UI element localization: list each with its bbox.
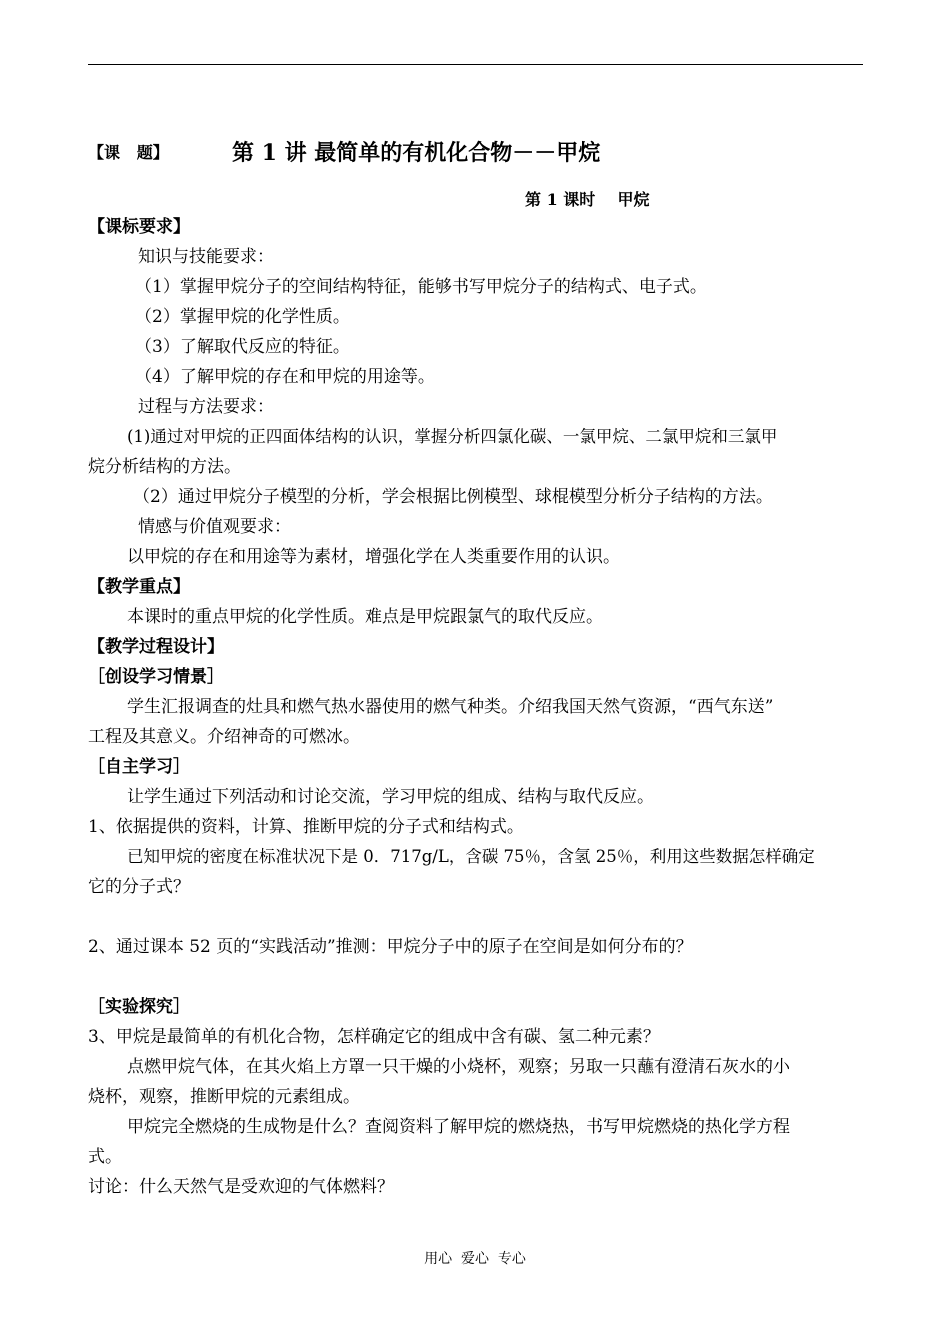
focus-text: 本课时的重点甲烷的化学性质。难点是甲烷跟氯气的取代反应。 <box>127 607 603 627</box>
process-item-line: 烷分析结构的方法。 <box>88 457 241 477</box>
knowledge-item: （1）掌握甲烷分子的空间结构特征，能够书写甲烷分子的结构式、电子式。 <box>135 277 707 297</box>
discussion-prompt: 讨论：什么天然气是受欢迎的气体燃料？ <box>88 1177 394 1197</box>
scenario-text-line: 工程及其意义。介绍神奇的可燃冰。 <box>88 727 360 747</box>
values-heading: 情感与价值观要求： <box>138 517 291 537</box>
focus-heading: 【教学重点】 <box>88 577 190 597</box>
knowledge-heading: 知识与技能要求： <box>138 247 274 267</box>
standards-heading: 【课标要求】 <box>88 217 190 237</box>
scenario-heading: ［创设学习情景］ <box>88 667 224 687</box>
self-study-intro: 让学生通过下列活动和讨论交流，学习甲烷的组成、结构与取代反应。 <box>127 787 654 807</box>
self-study-heading: ［自主学习］ <box>88 757 190 777</box>
question-3-detail-line: 点燃甲烷气体，在其火焰上方罩一只干燥的小烧杯，观察；另取一只蘸有澄清石灰水的小 <box>127 1057 790 1077</box>
page-footer: 用心 爱心 专心 <box>424 1251 526 1267</box>
process-heading: 过程与方法要求： <box>138 397 274 417</box>
header-rule <box>88 64 863 65</box>
scenario-text-line: 学生汇报调查的灶具和燃气热水器使用的燃气种类。介绍我国天然气资源，“西气东送” <box>127 697 774 717</box>
question-1: 1、依据提供的资料，计算、推断甲烷的分子式和结构式。 <box>88 817 524 837</box>
question-3-detail2-line: 甲烷完全燃烧的生成物是什么？查阅资料了解甲烷的燃烧热，书写甲烷燃烧的热化学方程 <box>127 1117 790 1137</box>
values-item: 以甲烷的存在和用途等为素材，增强化学在人类重要作用的认识。 <box>127 547 620 567</box>
question-3-detail2-line: 式。 <box>88 1147 122 1167</box>
question-2: 2、通过课本 52 页的“实践活动”推测：甲烷分子中的原子在空间是如何分布的？ <box>88 937 693 957</box>
design-heading: 【教学过程设计】 <box>88 637 224 657</box>
process-item-line: (1)通过对甲烷的正四面体结构的认识，掌握分析四氯化碳、一氯甲烷、二氯甲烷和三氯甲 <box>127 427 778 446</box>
knowledge-item: （2）掌握甲烷的化学性质。 <box>135 307 350 327</box>
question-3: 3、甲烷是最简单的有机化合物，怎样确定它的组成中含有碳、氢二种元素？ <box>88 1027 660 1047</box>
question-1-detail-line: 它的分子式？ <box>88 877 190 897</box>
experiment-heading: ［实验探究］ <box>88 997 190 1017</box>
lesson-title: 第 1 讲 最简单的有机化合物－－甲烷 <box>232 140 601 166</box>
lesson-subtitle: 第 1 课时 甲烷 <box>525 190 650 209</box>
knowledge-item: （3）了解取代反应的特征。 <box>135 337 350 357</box>
topic-label: 【课 题】 <box>88 143 169 162</box>
question-1-detail-line: 已知甲烷的密度在标准状况下是 0．717g/L，含碳 75％，含氢 25％，利用这些数据怎样确定 <box>127 847 815 866</box>
knowledge-item: （4）了解甲烷的存在和甲烷的用途等。 <box>135 367 435 387</box>
process-item: （2）通过甲烷分子模型的分析，学会根据比例模型、球棍模型分析分子结构的方法。 <box>133 487 773 507</box>
question-3-detail-line: 烧杯，观察，推断甲烷的元素组成。 <box>88 1087 360 1107</box>
